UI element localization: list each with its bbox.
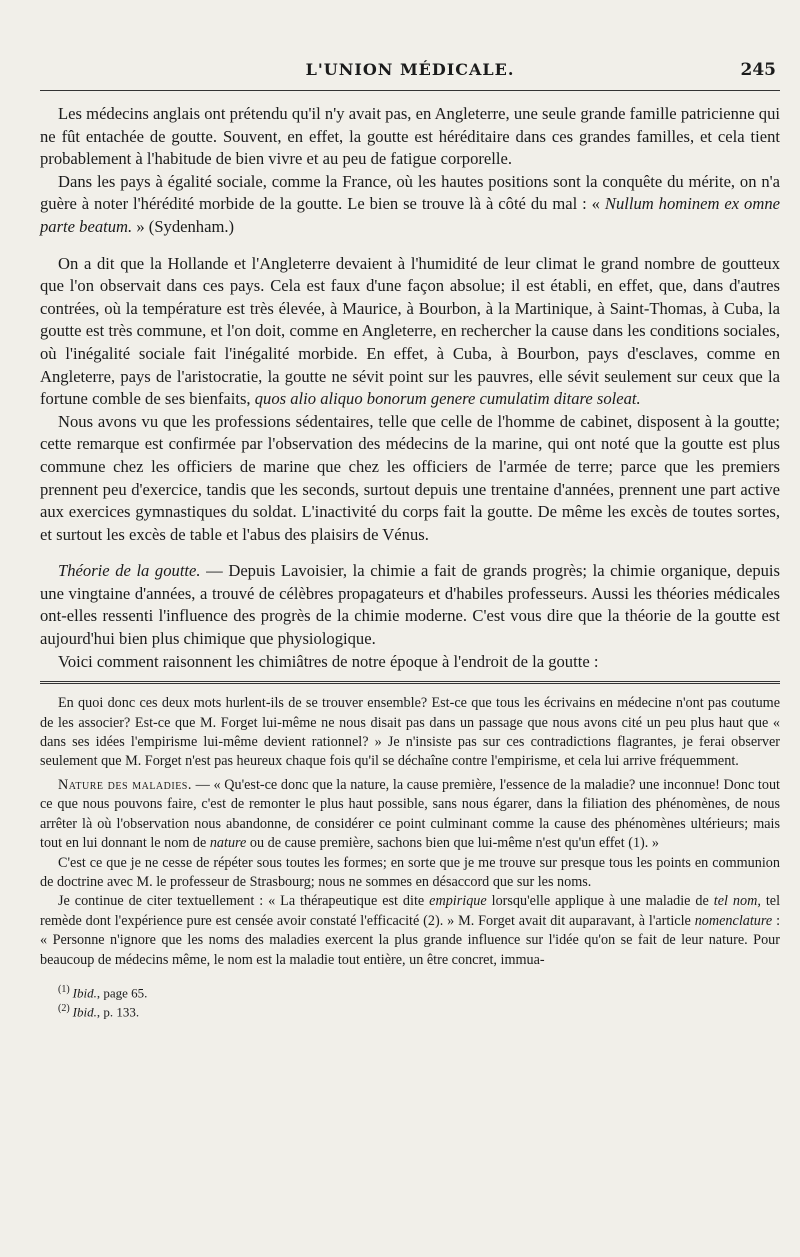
paragraph-text: Nous avons vu que les professions sédentaires, telle que celle de l'homme de cabinet, disposent à la goutte; cette remarque est confirmée par l'observation des médecins de la marine, qui ont noté que la goutte est plus commune chez les officiers de marine que chez les officiers de l'armée de terre; parce que les premiers prennent peu d'exercice, tandis que les seconds, surtout depuis une trentaine d'années, prennent une part active aux exercices gymnastiques du soldat. L'inactivité du corps fait la goutte. De même les excès de toutes sortes, et surtout les excès de table et l'abus des plaisirs de Vénus. <box>40 411 780 544</box>
note-text: Je continue de citer textuellement : « La thérapeutique est dite <box>58 893 425 910</box>
notes-section <box>40 694 780 970</box>
paragraph-text: Les médecins anglais ont prétendu qu'il n'y avait pas, en Angleterre, une seule grande famille patricienne qui ne fût entachée de goutte. Souvent, en effet, la goutte est héréditaire dans ces grandes familles, et cela tient probablement à l'habitude de bien vivre et au peu de fatigue corporelle. <box>40 104 780 169</box>
note-italic: nomenclature <box>694 912 773 929</box>
footnote-number: (1) <box>58 983 70 995</box>
footnote <box>40 1001 780 1020</box>
section-title: Théorie de la goutte. <box>58 561 201 581</box>
paragraph-text: Dans les pays à égalité sociale, comme la France, où les hautes positions sont la conquête du mérite, on n'a guère à noter l'hérédité morbide de la goutte. Le bien se trouve là à côté du mal : « <box>40 171 780 214</box>
note-italic: nature <box>209 835 247 852</box>
note-text: — « Qu'est-ce donc que la nature, la cause première, l'essence de la maladie? une inconnue! Donc tout ce que nous pouvons faire, c'est de remonter le plus haut possible, sans nous égarer, dans la filiation des phénomènes, de nous arrêter là où l'observation nous abandonne, de considérer ce point culminant comme la cause des phénomènes ultérieurs; mais tout en lui donnant le nom de <box>40 776 780 852</box>
note-paragraph <box>40 694 780 772</box>
paragraph-theory <box>40 560 780 650</box>
paragraph-heredity <box>40 103 780 171</box>
running-title: L'UNION MÉDICALE. <box>305 60 515 79</box>
footnote <box>40 982 780 1001</box>
note-italic: empirique <box>429 893 487 910</box>
paragraph-text: On a dit que la Hollande et l'Angleterre devaient à l'humidité de leur climat le grand nombre de goutteux que l'on observait dans ces pays. Cela est faux d'une façon absolue; il est établi, en effet, que, dans d'autres contrées, où la température est très élevée, à Maurice, à Bourbon, à la Martinique, à Saint-Thomas, à Cuba, la goutte est très commune, et l'on doit, comme en Angleterre, en rechercher la cause dans les conditions sociales, où l'inégalité sociale fait l'inégalité morbide. En effet, à Cuba, à Bourbon, pays d'esclaves, comme en Angleterre, pays de l'aristocratie, la goutte ne sévit point sur les pauvres, elle sévit seulement sur ceux que la fortune comble de ses bienfaits, <box>40 253 780 409</box>
page-number: 245 <box>740 60 776 80</box>
latin-quote: quos alio aliquo bonorum genere cumulatim ditare soleat. <box>254 389 641 409</box>
note-text: tel remède dont l'expérience pure est censée avoir constaté l'efficacité (2). » M. Forget avait dit auparavant, à l'article <box>40 893 781 929</box>
notes-separator <box>40 681 780 684</box>
paragraph-sedentary <box>40 411 780 547</box>
paragraph-text: » (Sydenham.) <box>136 216 235 236</box>
note-text: C'est ce que je ne cesse de répéter sous toutes les formes; en sorte que je me trouve sur presque tous les points en communion de doctrine avec M. le professeur de Strasbourg; nous ne sommes en désaccord que sur les noms. <box>40 854 780 890</box>
note-heading: Nature des maladies. <box>58 776 192 793</box>
page-header <box>40 54 780 90</box>
note-paragraph <box>40 892 780 970</box>
note-text: ou de cause première, sachons bien que lui-même n'est qu'un effet (1). » <box>249 835 659 852</box>
latin-quote: Nullum hominem ex omne parte beatum. <box>40 194 780 236</box>
paragraph-text: — Depuis Lavoisier, la chimie a fait de grands progrès; la chimie organique, depuis une vingtaine d'années, a trouvé de célèbres propagateurs et d'habiles professeurs. Aussi les théories médicales ont-elles ressenti l'influence des progrès de la chimie moderne. C'est vous dire que la théorie de la goutte est aujourd'hui bien plus chimique que physiologique. <box>40 561 781 649</box>
note-paragraph <box>40 776 780 854</box>
note-text: : « Personne n'ignore que les noms des maladies exercent la plus grande influence sur l'idée qu'on se fait de leur nature. Pour beaucoup de médecins même, le nom est la maladie tout entière, un être concret, immua- <box>40 912 781 968</box>
header-rule <box>40 90 780 91</box>
footnote-text: , page 65. <box>96 985 148 1001</box>
note-text: lorsqu'elle applique à une maladie de <box>491 893 709 910</box>
paragraph-social-equality <box>40 171 780 239</box>
footnotes <box>40 982 780 1021</box>
footnote-ref: Ibid. <box>72 1004 97 1020</box>
footnote-ref: Ibid. <box>72 985 97 1001</box>
paragraph-chemiatres <box>40 651 780 674</box>
note-paragraph <box>40 854 780 893</box>
main-text <box>40 103 780 673</box>
footnote-number: (2) <box>58 1003 70 1015</box>
note-italic: tel nom, <box>713 893 761 910</box>
footnote-text: , p. 133. <box>96 1004 140 1020</box>
paragraph-climate <box>40 253 780 411</box>
paragraph-text: Voici comment raisonnent les chimiâtres de notre époque à l'endroit de la goutte : <box>58 651 599 671</box>
note-text: En quoi donc ces deux mots hurlent-ils de se trouver ensemble? Est-ce que tous les écrivains en médecine n'ont pas coutume de les associer? Est-ce que M. Forget lui-même ne nous disait pas dans un passage que nous avons cité un peu plus haut que « dans ses idées l'empirisme lui-même devient rationnel? » Je n'insiste pas sur ces contradictions flagrantes, je ferai observer seulement que M. Forget n'est pas heureux chaque fois qu'il se déchaîne contre l'empirisme, et cela lui arrive fréquemment. <box>40 695 780 770</box>
